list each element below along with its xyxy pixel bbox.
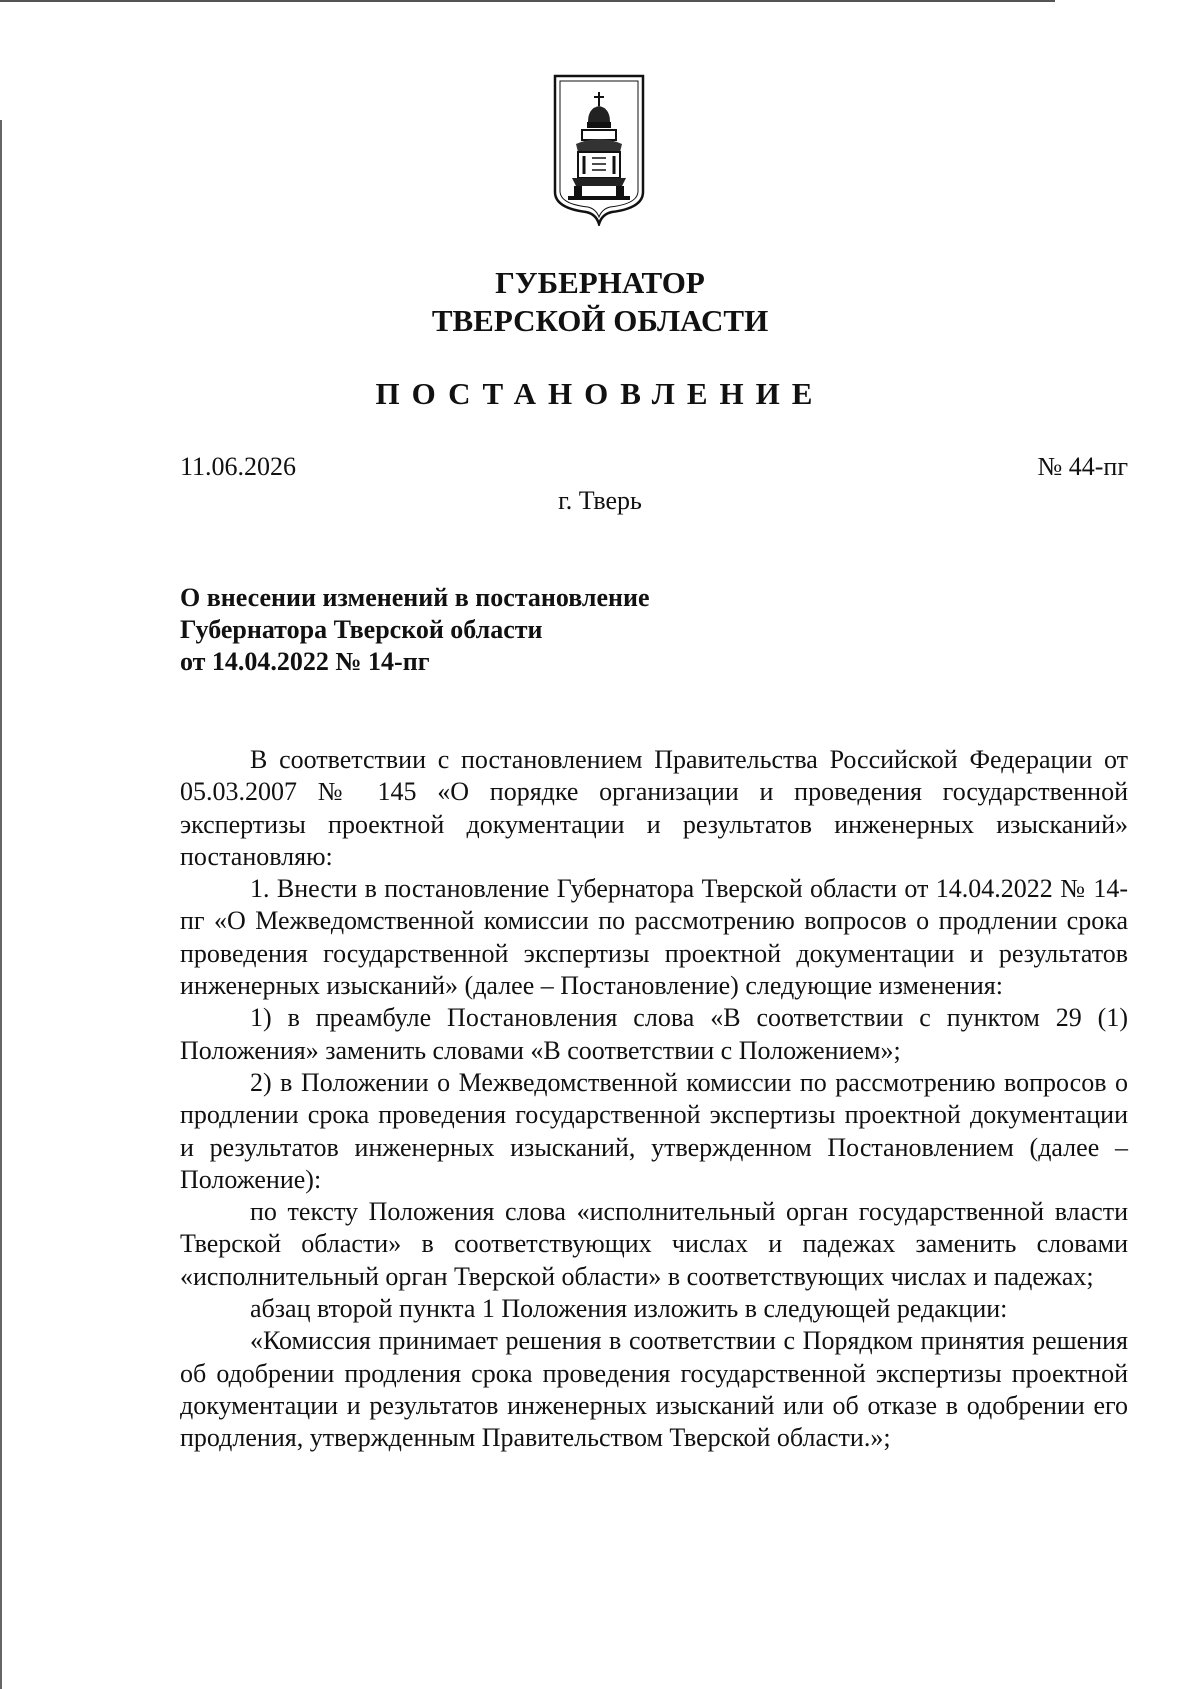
document-subject [180,582,880,678]
body-paragraph: 1) в преамбуле Постановления слова «В соответствии с пунктом 29 (1) Положения» заменить словами «В соответствии с Положением»; [180,1003,1128,1065]
document-body [180,744,1128,1455]
body-paragraph: абзац второй пункта 1 Положения изложить в следующей редакции: [250,1294,1008,1324]
authority-title-line2: ТВЕРСКОЙ ОБЛАСТИ [431,303,769,338]
body-paragraph: 1. Внести в постановление Губернатора Тверской области от 14.04.2022 № 14-пг «О Межведомственной комиссии по рассмотрению вопросов о продлении срока проведения государственной экспертизы проектной документации и результатов инженерных изысканий» (далее – Постановление) следующие изменения: [180,874,1128,1001]
coat-of-arms-icon [552,74,646,226]
body-paragraph: «Комиссия принимает решения в соответствии с Порядком принятия решения об одобрении продления срока проведения государственной экспертизы проектной документации и результатов инженерных изысканий или об отказе в одобрении его продления, утвержденным Правительством Тверской области.»; [180,1326,1128,1453]
body-paragraph: В соответствии с постановлением Правительства Российской Федерации от 05.03.2007 № 145 «О порядке организации и проведения государственной экспертизы проектной документации и результатов инженерных изысканий» постановляю: [180,745,1128,871]
scan-edge-top [0,0,1055,2]
subject-line: О внесении изменений в постановление [180,583,650,612]
scan-edge-left [0,120,2,1689]
document-type-heading: ПОСТАНОВЛЕНИЕ [375,376,825,411]
document-number: № 44-пг [1037,452,1128,481]
document-city: г. Тверь [558,486,642,515]
subject-line: от 14.04.2022 № 14-пг [180,647,430,676]
document-date: 11.06.2026 [180,452,297,481]
subject-line: Губернатора Тверской области [180,615,543,644]
body-paragraph: по тексту Положения слова «исполнительный орган государственной власти Тверской области» в соответствующих числах и падежах заменить словами «исполнительный орган Тверской области» в соответствующих числах и падежах; [180,1197,1128,1291]
authority-title-line1: ГУБЕРНАТОР [495,265,705,300]
body-paragraph: 2) в Положении о Межведомственной комиссии по рассмотрению вопросов о продлении срока проведения государственной экспертизы проектной документации и результатов инженерных изысканий, утвержденном Постановлением (далее – Положение): [180,1067,1128,1194]
